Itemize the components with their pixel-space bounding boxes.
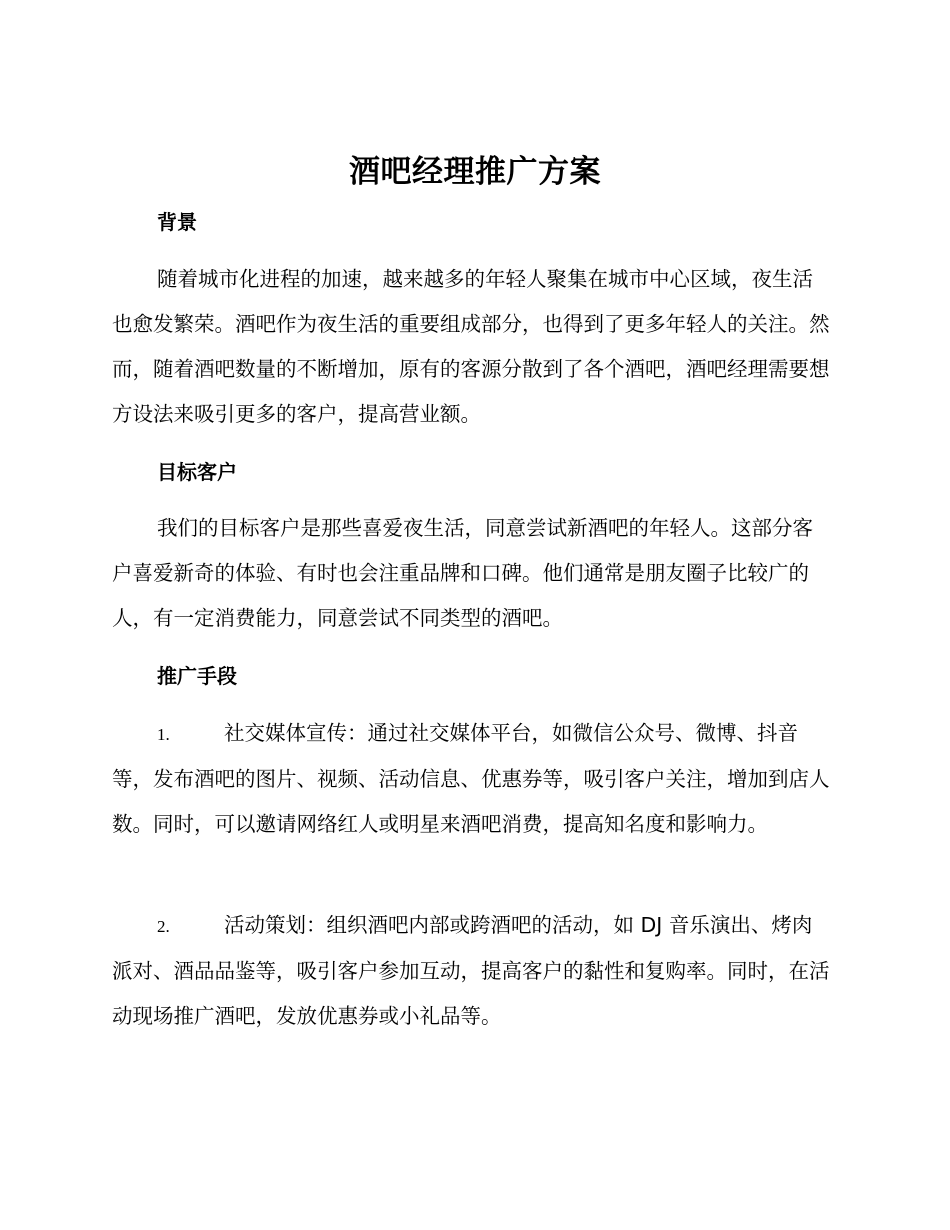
section-heading-promotion-methods: 推广手段: [157, 664, 237, 688]
list-item-number: 1.: [157, 725, 170, 744]
list-item-text: 活动策划：组织酒吧内部或跨酒吧的活动，如 DJ 音乐演出、烤肉派对、酒品品鉴等，吸引客户参加互动，提高客户的黏性和复购率。同时，在活动现场推广酒吧，发放优惠券或小礼品等。: [112, 913, 830, 1028]
list-item: [112, 711, 832, 847]
section-heading-background: 背景: [157, 210, 197, 234]
section-paragraph-target-customers: 我们的目标客户是那些喜爱夜生活，同意尝试新酒吧的年轻人。这部分客户喜爱新奇的体验、有时也会注重品牌和口碑。他们通常是朋友圈子比较广的人，有一定消费能力，同意尝试不同类型的酒吧。: [112, 516, 813, 630]
section-paragraph-background: 随着城市化进程的加速，越来越多的年轻人聚集在城市中心区域，夜生活也愈发繁荣。酒吧作为夜生活的重要组成部分，也得到了更多年轻人的关注。然而，随着酒吧数量的不断增加，原有的客源分散到了各个酒吧，酒吧经理需要想方设法来吸引更多的客户，提高营业额。: [112, 267, 830, 426]
list-item-text: 社交媒体宣传：通过社交媒体平台，如微信公众号、微博、抖音等，发布酒吧的图片、视频、活动信息、优惠券等，吸引客户关注，增加到店人数。同时，可以邀请网络红人或明星来酒吧消费，提高知名度和影响力。: [112, 721, 830, 836]
list-item: [112, 903, 832, 1039]
section-heading-target-customers: 目标客户: [157, 460, 237, 484]
list-item-number: 2.: [157, 917, 170, 936]
document-title: 酒吧经理推广方案: [349, 154, 601, 190]
